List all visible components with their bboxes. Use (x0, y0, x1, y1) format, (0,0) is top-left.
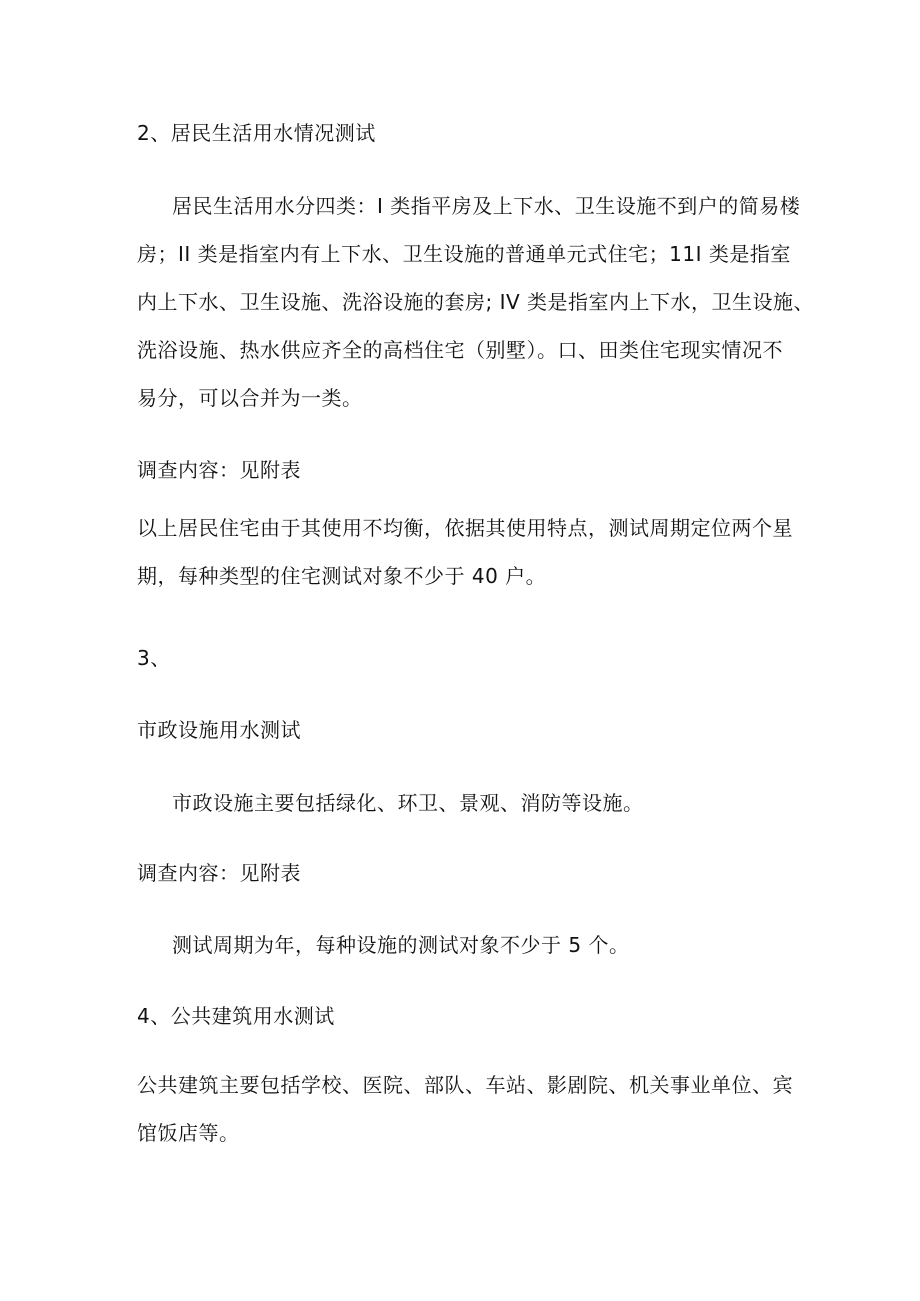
section-4-paragraph (137, 1061, 797, 1157)
paragraph-line: 易分，可以合并为一类。 (137, 386, 363, 410)
section-3-paragraph: 市政设施主要包括绿化、环卫、景观、消防等设施。 (172, 791, 644, 815)
paragraph-line: 馆饭店等。 (137, 1121, 240, 1145)
section-3-test-period: 测试周期为年，每种设施的测试对象不少于 5 个。 (172, 933, 630, 957)
section-2-heading: 2、居民生活用水情况测试 (137, 121, 376, 145)
section-2-paragraph (137, 182, 815, 422)
paragraph-line: 房；II 类是指室内有上下水、卫生设施的普通单元式住宅；11I 类是指室 (137, 242, 791, 266)
section-4-heading: 4、公共建筑用水测试 (137, 1004, 335, 1028)
paragraph-line: 公共建筑主要包括学校、医院、部队、车站、影剧院、机关事业单位、宾 (137, 1073, 793, 1097)
survey-content-label-2: 调查内容：见附表 (137, 861, 301, 885)
survey-content-label-1: 调查内容：见附表 (137, 458, 301, 482)
paragraph-line: 洗浴设施、热水供应齐全的高档住宅（别墅）。口、田类住宅现实情况不 (137, 338, 783, 362)
paragraph-line: 以上居民住宅由于其使用不均衡，依据其使用特点，测试周期定位两个星 (137, 516, 793, 540)
paragraph-line: 居民生活用水分四类：I 类指平房及上下水、卫生设施不到户的简易楼 (172, 194, 801, 218)
paragraph-line: 期，每种类型的住宅测试对象不少于 40 户。 (137, 564, 547, 588)
section-3-heading: 市政设施用水测试 (137, 718, 301, 742)
paragraph-line: 内上下水、卫生设施、洗浴设施的套房; IV 类是指室内上下水，卫生设施、 (137, 290, 815, 314)
section-3-number: 3、 (137, 646, 171, 670)
test-period-paragraph (137, 504, 797, 600)
